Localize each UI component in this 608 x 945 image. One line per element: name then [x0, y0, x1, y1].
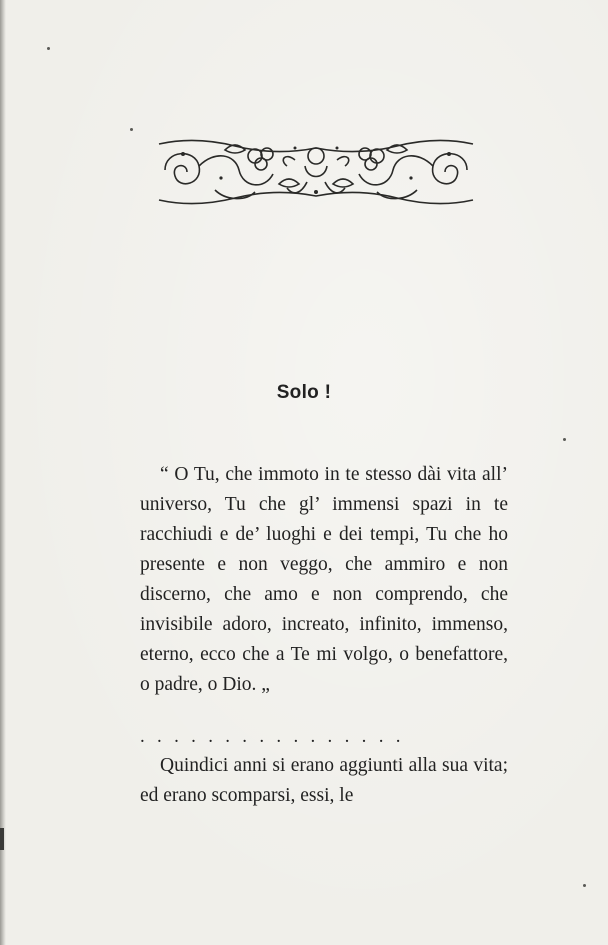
paper-speck: [583, 884, 586, 887]
decorative-headpiece-icon: [155, 130, 477, 212]
page-edge-mark: [0, 828, 4, 850]
paper-speck: [563, 438, 566, 441]
page-binding-edge: [0, 0, 6, 945]
body-paragraph-prayer: “ O Tu, che immoto in te stesso dài vita all’ universo, Tu che gl’ immensi spazi in te racchiudi e de’ luoghi e dei tempi, Tu che ho presente e non veggo, che ammiro e non discerno, che amo e non comprendo, che invisibile adoro, increato, infinito, immenso, eterno, ecco che a Te mi volgo, o benefattore, o padre, o Dio. „: [140, 464, 508, 695]
chapter-title: Solo !: [276, 382, 332, 403]
section-separator-dots: ................: [140, 726, 413, 747]
body-paragraph-continuation: Quindici anni si erano aggiunti alla sua vita; ed erano scomparsi, essi, le: [140, 755, 508, 806]
paper-speck: [130, 128, 133, 131]
paper-speck: [47, 47, 50, 50]
